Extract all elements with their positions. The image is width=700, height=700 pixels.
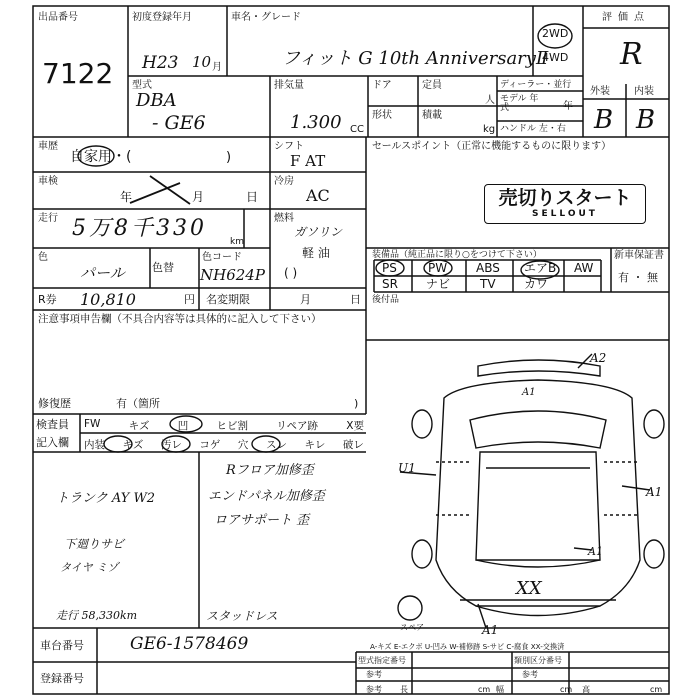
color-value: パール xyxy=(80,264,125,282)
first-reg-month: 10 xyxy=(192,53,212,71)
equip-sr: SR xyxy=(382,277,398,291)
equip-ps: PS xyxy=(382,261,397,275)
insp-dent: 凹 xyxy=(177,420,189,432)
r-ticket-label: R券 xyxy=(38,293,57,306)
mileage-label: 走行 xyxy=(38,213,58,224)
load-unit: kg xyxy=(483,124,496,135)
displacement-unit: CC xyxy=(350,124,364,135)
name-change-month: 月 xyxy=(300,293,311,306)
stamp-sub: SELLOUT xyxy=(532,209,598,219)
insp-fw: FW xyxy=(84,418,101,430)
sales-point-label: セールスポイント（正常に機能するものに限ります） xyxy=(372,141,612,152)
history-label: 車歴 xyxy=(38,141,58,152)
width-label: 幅 xyxy=(496,685,504,694)
first-reg-month-unit: 月 xyxy=(212,62,222,73)
insp-crack: ヒビ割 xyxy=(216,420,248,432)
model-value: フィット G 10th AnniversaryⅡ xyxy=(282,48,549,69)
exterior-value: B xyxy=(594,105,614,135)
insp-repair: リペア跡 xyxy=(276,420,319,432)
insp-dirt: 汚レ xyxy=(160,439,182,451)
door-label: ドア xyxy=(372,80,392,91)
insp-interior: 内装 xyxy=(84,439,105,451)
interior-label: 内装 xyxy=(634,86,654,97)
model-year-label: モデル 年式 xyxy=(500,94,539,113)
mark-xx: XX xyxy=(516,578,542,599)
first-reg-label: 初度登録年月 xyxy=(132,12,192,23)
capacity-unit: 人 xyxy=(485,95,495,106)
note-right-4: スタッドレス xyxy=(206,609,278,623)
interior-value: B xyxy=(636,105,656,135)
class-num-ref: 参考 xyxy=(522,670,538,679)
displacement-value: 1.300 xyxy=(290,112,342,133)
exterior-label: 外装 xyxy=(590,86,610,97)
warranty-label: 新車保証書 xyxy=(614,250,664,261)
inspection-year-unit: 年 xyxy=(120,190,133,204)
chassis-label: 車台番号 xyxy=(40,639,84,652)
fuel-option: 軽 油 xyxy=(302,246,330,260)
insp-tear: 破レ xyxy=(342,439,364,451)
equip-abs: ABS xyxy=(476,261,500,275)
shape-label: 形状 xyxy=(372,110,392,121)
len-label: 長 xyxy=(400,685,408,694)
handle-label: ハンドル 左・右 xyxy=(500,124,566,134)
legend-text: A-キズ E-エクボ U-凹み W-補修跡 S-サビ C-腐食 XX-交換済 xyxy=(370,642,565,651)
height-unit: cm xyxy=(650,685,663,694)
model-num-label: 型式指定番号 xyxy=(358,656,406,665)
spare-label: スペア xyxy=(400,623,424,632)
insp-burn: コゲ xyxy=(199,439,221,451)
history-close: ) xyxy=(226,150,232,165)
first-reg-era: H23 xyxy=(142,53,179,73)
inspector-label-2: 記入欄 xyxy=(36,436,69,449)
year-unit: 年 xyxy=(563,101,573,112)
inspection-day-unit: 日 xyxy=(246,190,259,204)
width-unit: cm xyxy=(560,685,573,694)
equip-navi: ナビ xyxy=(426,277,451,291)
insp-cut: キレ xyxy=(304,439,326,451)
model-num-ref: 参考 xyxy=(366,670,382,679)
lot-label: 出品番号 xyxy=(38,12,78,23)
equip-airbag: エアB xyxy=(524,261,557,275)
lot-number: 7122 xyxy=(42,57,114,90)
color-code-value: NH624P xyxy=(200,266,265,284)
insp-replace: X要 xyxy=(346,420,364,432)
mark-u1: U1 xyxy=(398,461,416,475)
type-value-2: - GE6 xyxy=(152,112,206,134)
equip-tv: TV xyxy=(480,277,496,291)
inspector-row-2 xyxy=(84,437,364,452)
class-num-label: 類別区分番号 xyxy=(514,656,562,665)
note-left-4: 走行 58,330km xyxy=(56,609,138,622)
chassis-value: GE6-1578469 xyxy=(130,634,249,654)
drive-2wd: 2WD xyxy=(542,27,569,40)
color-code-label: 色コード xyxy=(202,252,242,263)
insp-wear: スレ xyxy=(265,439,287,451)
equip-leather: カワ xyxy=(524,277,549,291)
repair-label: 修復歴 xyxy=(38,397,71,410)
type-value-1: DBA xyxy=(136,90,177,111)
insp-hole: 穴 xyxy=(237,439,249,451)
eval-value: R xyxy=(620,37,643,72)
fuel-paren: ( ) xyxy=(284,266,298,280)
height-label: 高 xyxy=(582,685,590,694)
inspector-row-1 xyxy=(84,418,364,433)
color-label: 色 xyxy=(38,252,48,263)
registration-label: 登録番号 xyxy=(40,672,84,685)
fuel-value: ガソリン xyxy=(294,225,343,239)
stamp-main: 売切りスタート xyxy=(498,187,632,209)
load-label: 積載 xyxy=(422,110,442,121)
mark-a1-rear: A1 xyxy=(482,623,499,637)
eval-label: 評価点 xyxy=(602,12,650,23)
len-unit: cm xyxy=(478,685,491,694)
equip-pw: PW xyxy=(428,261,448,275)
note-left-1: トランク AY W2 xyxy=(56,491,156,506)
fuel-label: 燃料 xyxy=(274,213,294,224)
inspector-label-1: 検査員 xyxy=(36,418,69,431)
r-ticket-value: 10,810 xyxy=(80,290,136,309)
equip-aw: AW xyxy=(574,261,594,275)
name-change-day: 日 xyxy=(350,293,361,306)
repair-yes: 有（箇所 xyxy=(116,397,160,410)
inspection-label: 車検 xyxy=(38,176,58,187)
note-left-2: 下廻りサビ xyxy=(64,537,125,551)
notes-label: 注意事項申告欄（不具合内容等は具体的に記入して下さい） xyxy=(38,313,322,325)
aftermarket-label: 後付品 xyxy=(372,295,400,305)
sellout-stamp xyxy=(484,184,646,224)
shift-label: シフト xyxy=(274,141,304,152)
capacity-label: 定員 xyxy=(422,80,442,91)
ref-label: 参考 xyxy=(366,685,382,694)
note-right-3: ロアサポート 歪 xyxy=(214,513,310,528)
inspection-month-unit: 月 xyxy=(192,190,205,204)
insp-int-scratch: キズ xyxy=(122,439,144,451)
displacement-label: 排気量 xyxy=(274,80,304,91)
ac-value: AC xyxy=(306,186,330,205)
dealer-label: ディーラー・並行 xyxy=(500,80,572,90)
equipment-label: 装備品（純正品に限り○をつけて下さい） xyxy=(372,250,542,260)
note-right-1: Rフロア加修歪 xyxy=(226,463,314,478)
note-right-2: エンドパネル加修歪 xyxy=(208,489,325,504)
mark-a2: A2 xyxy=(590,351,607,365)
name-change-label: 名変期限 xyxy=(206,293,250,306)
model-label: 車名・グレード xyxy=(231,12,301,23)
repair-close: ) xyxy=(354,397,359,410)
type-label: 型式 xyxy=(132,80,152,91)
mark-a1-front: A1 xyxy=(522,387,536,398)
shift-value: F AT xyxy=(290,152,326,170)
warranty-options: 有 ・ 無 xyxy=(618,271,658,284)
note-left-3: タイヤ ミゾ xyxy=(60,561,119,574)
mark-a1-right: A1 xyxy=(646,485,663,499)
drive-4wd: 4WD xyxy=(542,51,569,64)
ac-label: 冷房 xyxy=(274,176,294,187)
mileage-unit: km xyxy=(230,237,244,247)
r-ticket-unit: 円 xyxy=(184,293,195,306)
mileage-value: 5万8千330 xyxy=(72,216,207,241)
insp-scratch: キズ xyxy=(128,420,150,432)
history-value: 自家用・( xyxy=(70,149,132,165)
mark-a1-rear-right: A1 xyxy=(588,545,603,558)
color-change-label: 色替 xyxy=(152,261,174,274)
